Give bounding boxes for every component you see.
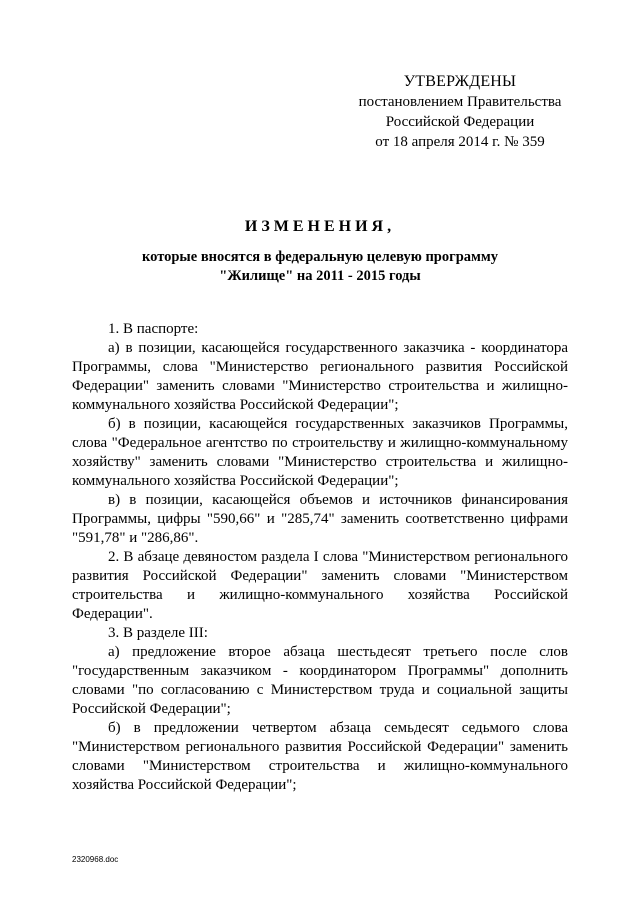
paragraph-item-b: б) в позиции, касающейся государственных заказчиков Программы, слова "Федеральное агентство по строительству и жилищно-коммунальному хозяйству" заменить словами "Министерство строительства и жилищно-коммунального хозяйства Российской Федерации"; <box>72 416 568 489</box>
paragraph-item-v: в) в позиции, касающейся объемов и источников финансирования Программы, цифры "590,66" и "285,74" заменить соответственно цифрами "591,78" и "286,86". <box>72 492 568 546</box>
paragraph-section-3-a: а) предложение второе абзаца шестьдесят третьего после слов "государственным заказчиком - координатором Программы" дополнить словами "по согласованию с Министерством труда и социальной защиты Российской Федерации"; <box>72 644 568 717</box>
paragraph-section-3-b: б) в предложении четвертом абзаца семьдесят седьмого слова "Министерством регионального развития Российской Федерации" заменить словами "Министерством строительства и жилищно-коммунального хозяйства Российской Федерации"; <box>72 720 568 793</box>
subtitle-line-1: которые вносятся в федеральную целевую программу <box>141 249 499 265</box>
approval-stamp <box>330 72 590 152</box>
paragraph-section-3: 3. В разделе III: <box>108 625 208 641</box>
approval-line-3: от 18 апреля 2014 г. № 359 <box>375 134 545 150</box>
document-subtitle <box>72 248 568 286</box>
approval-heading: УТВЕРЖДЕНЫ <box>403 73 517 90</box>
subtitle-line-2: "Жилище" на 2011 - 2015 годы <box>219 268 421 284</box>
paragraph-passport: 1. В паспорте: <box>108 321 199 337</box>
approval-line-1: постановлением Правительства <box>358 94 562 110</box>
document-title: ИЗМЕНЕНИЯ, <box>244 218 396 235</box>
file-reference: 2320968.doc <box>72 855 119 864</box>
paragraph-section-2: 2. В абзаце девяностом раздела I слова "Министерством регионального развития Российской Федерации" заменить словами "Министерством строительства и жилищно-коммунального хозяйства Российской Федерации". <box>72 549 568 622</box>
approval-line-2: Российской Федерации <box>385 114 535 130</box>
document-body <box>72 320 568 795</box>
paragraph-item-a: а) в позиции, касающейся государственного заказчика - координатора Программы, слова "Министерство регионального развития Российской Федерации" заменить словами "Министерство строительства и жилищно-коммунального хозяйства Российской Федерации"; <box>72 340 568 413</box>
